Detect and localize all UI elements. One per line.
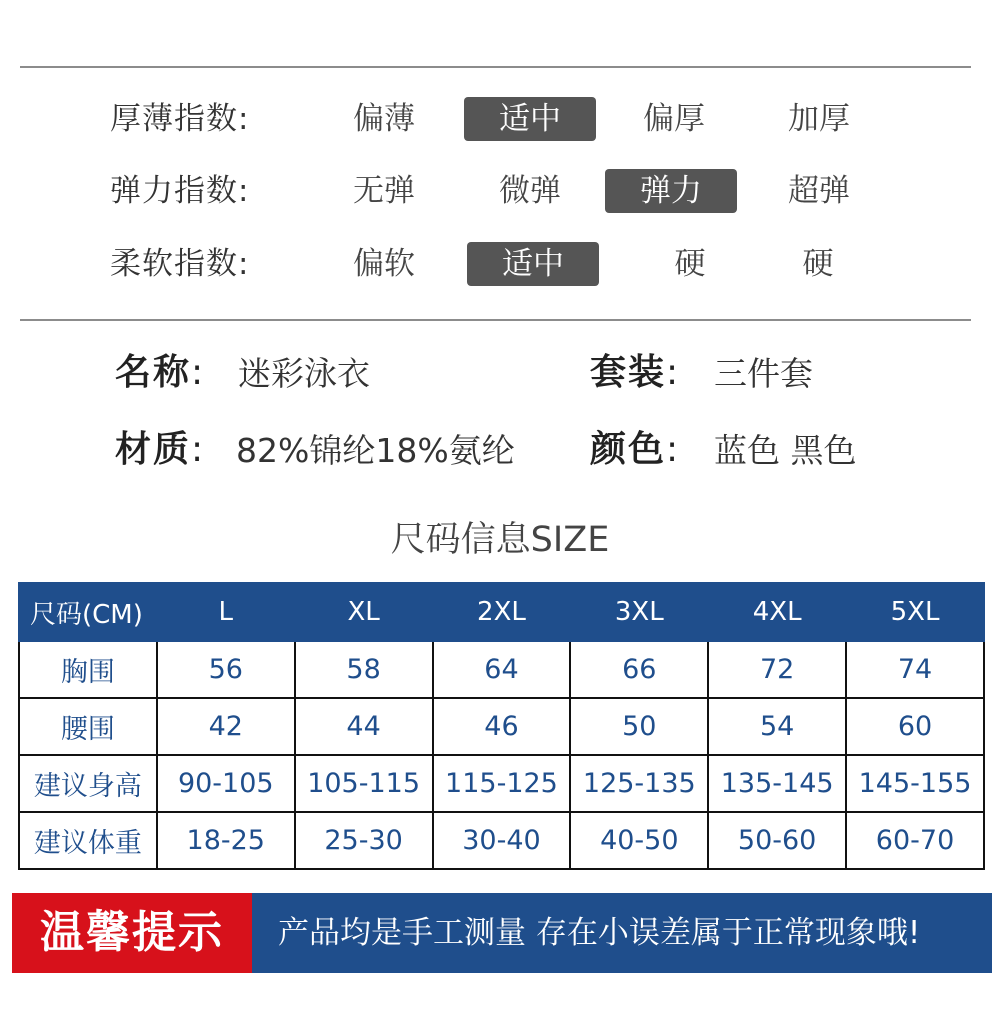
table-cell: 90-105 — [157, 755, 295, 812]
row-label-height: 建议身高 — [19, 755, 157, 812]
elasticity-option-2: 微弹 — [499, 173, 561, 209]
name-key: 名称: — [115, 352, 206, 393]
table-cell: 74 — [846, 641, 984, 698]
table-cell: 50 — [570, 698, 708, 755]
softness-label: 柔软指数: — [110, 246, 250, 282]
table-cell: 64 — [433, 641, 571, 698]
table-row — [19, 755, 984, 812]
table-cell: 145-155 — [846, 755, 984, 812]
table-cell: 125-135 — [570, 755, 708, 812]
color-key: 颜色: — [590, 429, 681, 470]
thickness-option-3: 偏厚 — [643, 101, 705, 137]
table-row — [19, 698, 984, 755]
size-title: 尺码信息SIZE — [390, 520, 610, 560]
table-cell: 135-145 — [708, 755, 846, 812]
table-cell: 18-25 — [157, 812, 295, 869]
thickness-option-2-selected: 适中 — [464, 97, 596, 141]
table-cell: 58 — [295, 641, 433, 698]
table-cell: 60 — [846, 698, 984, 755]
row-label-chest: 胸围 — [19, 641, 157, 698]
table-cell: 40-50 — [570, 812, 708, 869]
top-divider — [20, 66, 971, 68]
header-cell-5xl: 5XL — [846, 583, 984, 641]
header-cell-2xl: 2XL — [433, 583, 571, 641]
table-cell: 54 — [708, 698, 846, 755]
elasticity-label: 弹力指数: — [110, 173, 250, 209]
row-label-weight: 建议体重 — [19, 812, 157, 869]
header-cell-4xl: 4XL — [708, 583, 846, 641]
elasticity-option-1: 无弹 — [353, 173, 415, 209]
table-cell: 115-125 — [433, 755, 571, 812]
thickness-option-1: 偏薄 — [353, 101, 415, 137]
table-cell: 25-30 — [295, 812, 433, 869]
thickness-label: 厚薄指数: — [110, 101, 250, 137]
material-value: 82%锦纶18%氨纶 — [236, 431, 515, 470]
warm-tip-text: 产品均是手工测量 存在小误差属于正常现象哦! — [252, 893, 992, 973]
table-cell: 56 — [157, 641, 295, 698]
table-cell: 46 — [433, 698, 571, 755]
table-cell: 66 — [570, 641, 708, 698]
softness-option-2-selected: 适中 — [467, 242, 599, 286]
name-value: 迷彩泳衣 — [238, 354, 370, 393]
table-cell: 42 — [157, 698, 295, 755]
set-value: 三件套 — [714, 354, 813, 393]
softness-option-4: 硬 — [802, 246, 834, 282]
elasticity-option-3-selected: 弹力 — [605, 169, 737, 213]
color-value: 蓝色 黑色 — [714, 431, 857, 470]
table-row — [19, 641, 984, 698]
size-table — [18, 582, 985, 870]
row-label-waist: 腰围 — [19, 698, 157, 755]
size-table-header — [19, 583, 984, 641]
header-cell-xl: XL — [295, 583, 433, 641]
material-key: 材质: — [115, 429, 206, 470]
thickness-option-4: 加厚 — [788, 101, 850, 137]
table-cell: 30-40 — [433, 812, 571, 869]
header-cell-size-cm: 尺码(CM) — [19, 583, 157, 641]
table-row — [19, 812, 984, 869]
table-cell: 50-60 — [708, 812, 846, 869]
header-cell-3xl: 3XL — [570, 583, 708, 641]
middle-divider — [20, 319, 971, 321]
table-cell: 60-70 — [846, 812, 984, 869]
warm-tip-title: 温馨提示 — [12, 893, 252, 973]
table-cell: 44 — [295, 698, 433, 755]
header-cell-l: L — [157, 583, 295, 641]
table-cell: 72 — [708, 641, 846, 698]
elasticity-option-4: 超弹 — [788, 173, 850, 209]
softness-option-3: 硬 — [674, 246, 706, 282]
table-cell: 105-115 — [295, 755, 433, 812]
softness-option-1: 偏软 — [353, 246, 415, 282]
set-key: 套装: — [590, 352, 681, 393]
